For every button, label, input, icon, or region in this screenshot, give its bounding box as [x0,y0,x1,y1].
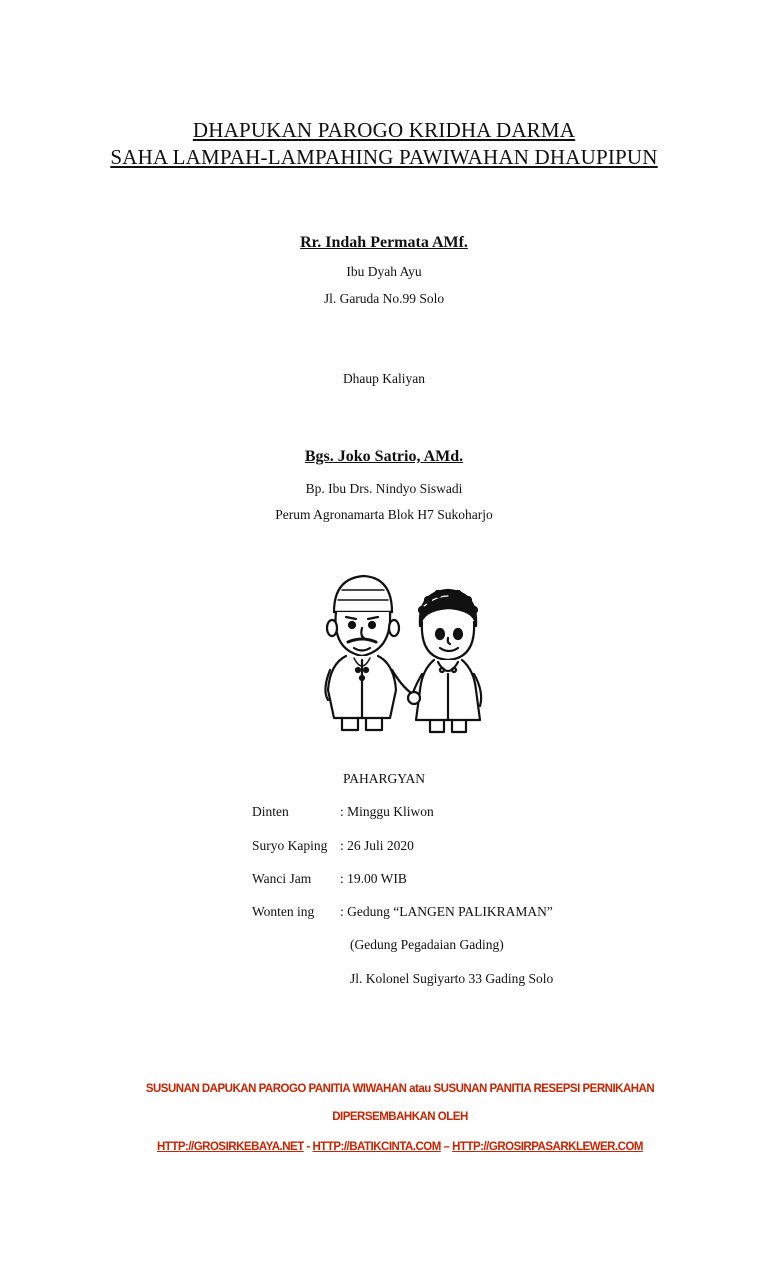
footer-line2: DIPERSEMBAHKAN OLEH [332,1111,468,1123]
groom-parent: Bp. Ibu Drs. Nindyo Siswadi [305,481,463,496]
groom-address: Perum Agronamarta Blok H7 Sukoharjo [275,507,493,522]
document-title-line2: SAHA LAMPAH-LAMPAHING PAWIWAHAN DHAUPIPUN [110,145,658,169]
event-row-value: : 26 Juli 2020 [340,838,414,853]
link-grosirpasarklewer[interactable]: HTTP://GROSIRPASARKLEWER.COM [452,1141,643,1153]
event-row-label: Wonten ing [252,904,315,919]
event-title: PAHARGYAN [342,771,426,786]
event-row-label: Suryo Kaping [252,838,328,853]
joiner-text: Dhaup Kaliyan [342,371,426,386]
event-row-label: Dinten [252,804,289,819]
event-row-time [252,871,407,887]
event-row-label: Wanci Jam [252,871,312,886]
footer-separator: - [303,1141,313,1153]
couple-illustration [320,570,500,738]
event-row-day [252,804,434,820]
event-row-value: : Gedung “LANGEN PALIKRAMAN” [340,904,553,919]
event-row-date [252,838,414,854]
link-grosirkebaya[interactable]: HTTP://GROSIRKEBAYA.NET [156,1141,304,1153]
link-batikcinta[interactable]: HTTP://BATIKCINTA.COM [312,1141,441,1153]
venue-line-2: (Gedung Pegadaian Gading) [350,937,504,952]
footer-links [0,1141,768,1153]
bride-parent: Ibu Dyah Ayu [346,264,422,279]
footer-separator: – [440,1141,453,1153]
venue-line-3: Jl. Kolonel Sugiyarto 33 Gading Solo [350,971,554,986]
document-title-line1: DHAPUKAN PAROGO KRIDHA DARMA [192,118,576,142]
event-row-value: : Minggu Kliwon [340,804,434,819]
bride-address: Jl. Garuda No.99 Solo [323,291,445,306]
footer-line1: SUSUNAN DAPUKAN PAROGO PANITIA WIWAHAN atau SUSUNAN PANITIA RESEPSI PERNIKAHAN [145,1083,655,1095]
groom-name: Bgs. Joko Satrio, AMd. [304,448,464,465]
event-row-venue [252,904,553,920]
bride-name: Rr. Indah Permata AMf. [300,234,468,251]
event-row-value: : 19.00 WIB [340,871,407,886]
